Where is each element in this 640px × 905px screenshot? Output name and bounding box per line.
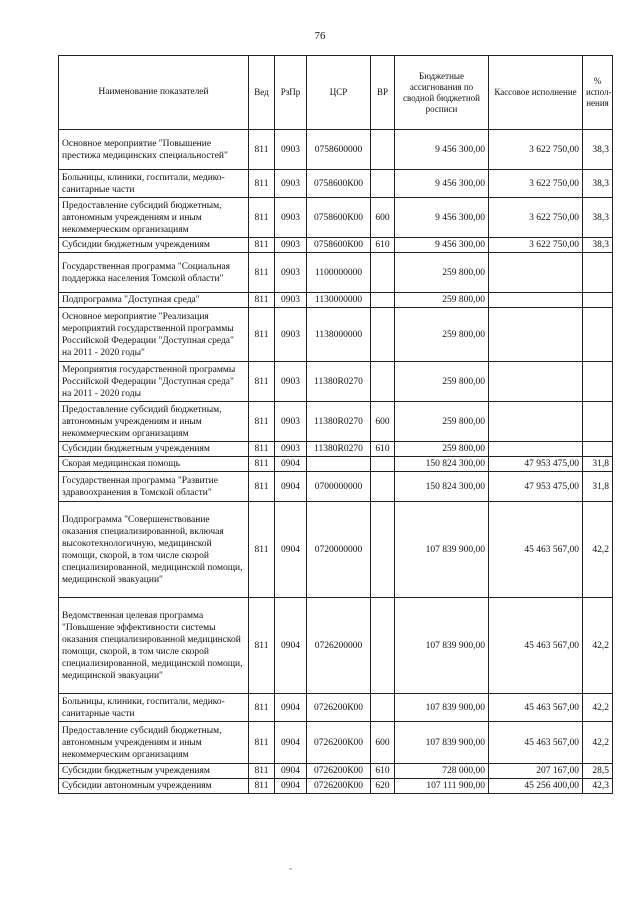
header-pct: % испол-нения xyxy=(583,56,613,130)
cell-csr: 11380R0270 xyxy=(307,442,371,457)
cell-ved: 811 xyxy=(249,457,275,472)
cell-cash xyxy=(489,308,583,362)
cell-budget: 9 456 300,00 xyxy=(395,170,489,198)
cell-pct: 42,2 xyxy=(583,694,613,722)
header-ved: Вед xyxy=(249,56,275,130)
cell-pct: 38,3 xyxy=(583,238,613,253)
cell-ved: 811 xyxy=(249,198,275,238)
cell-budget: 107 839 900,00 xyxy=(395,694,489,722)
cell-vr: 610 xyxy=(371,238,395,253)
cell-vr: 600 xyxy=(371,198,395,238)
cell-csr: 0726200К00 xyxy=(307,694,371,722)
cell-rzpr: 0903 xyxy=(275,308,307,362)
cell-cash: 45 463 567,00 xyxy=(489,502,583,598)
cell-budget: 259 800,00 xyxy=(395,253,489,293)
cell-csr: 11380R0270 xyxy=(307,402,371,442)
cell-ved: 811 xyxy=(249,308,275,362)
table-row xyxy=(59,779,613,794)
table-row xyxy=(59,694,613,722)
cell-name: Предоставление субсидий бюджетным, автономным учреждениям и иным некоммерческим организациям xyxy=(59,722,249,764)
cell-pct: 42,3 xyxy=(583,779,613,794)
cell-budget: 107 839 900,00 xyxy=(395,598,489,694)
cell-pct: 42,2 xyxy=(583,598,613,694)
cell-rzpr: 0904 xyxy=(275,722,307,764)
cell-rzpr: 0903 xyxy=(275,402,307,442)
budget-execution-table xyxy=(58,55,613,794)
cell-cash: 45 463 567,00 xyxy=(489,694,583,722)
table-row xyxy=(59,130,613,170)
cell-vr: 600 xyxy=(371,402,395,442)
cell-rzpr: 0903 xyxy=(275,253,307,293)
cell-cash: 3 622 750,00 xyxy=(489,238,583,253)
cell-vr xyxy=(371,170,395,198)
cell-rzpr: 0903 xyxy=(275,362,307,402)
table-row xyxy=(59,293,613,308)
cell-vr: 610 xyxy=(371,442,395,457)
cell-cash xyxy=(489,402,583,442)
header-csr: ЦСР xyxy=(307,56,371,130)
cell-name: Подпрограмма "Доступная среда" xyxy=(59,293,249,308)
cell-budget: 9 456 300,00 xyxy=(395,130,489,170)
cell-pct xyxy=(583,293,613,308)
table-row xyxy=(59,198,613,238)
cell-budget: 150 824 300,00 xyxy=(395,457,489,472)
table-row xyxy=(59,170,613,198)
table-row xyxy=(59,457,613,472)
cell-cash xyxy=(489,362,583,402)
cell-ved: 811 xyxy=(249,402,275,442)
cell-pct: 31,8 xyxy=(583,472,613,502)
cell-csr: 0726200К00 xyxy=(307,722,371,764)
cell-budget: 259 800,00 xyxy=(395,442,489,457)
cell-rzpr: 0903 xyxy=(275,198,307,238)
cell-ved: 811 xyxy=(249,238,275,253)
cell-rzpr: 0904 xyxy=(275,779,307,794)
cell-vr xyxy=(371,502,395,598)
cell-vr: 620 xyxy=(371,779,395,794)
cell-name: Субсидии бюджетным учреждениям xyxy=(59,442,249,457)
cell-budget: 107 839 900,00 xyxy=(395,502,489,598)
cell-csr: 0700000000 xyxy=(307,472,371,502)
cell-ved: 811 xyxy=(249,293,275,308)
cell-ved: 811 xyxy=(249,764,275,779)
cell-rzpr: 0903 xyxy=(275,238,307,253)
cell-ved: 811 xyxy=(249,253,275,293)
cell-pct: 38,3 xyxy=(583,198,613,238)
cell-name: Государственная программа "Развитие здравоохранения в Томской области" xyxy=(59,472,249,502)
cell-ved: 811 xyxy=(249,779,275,794)
cell-rzpr: 0903 xyxy=(275,442,307,457)
cell-budget: 259 800,00 xyxy=(395,293,489,308)
cell-csr: 11380R0270 xyxy=(307,362,371,402)
header-cash: Кассовое исполнение xyxy=(489,56,583,130)
cell-vr xyxy=(371,472,395,502)
cell-pct xyxy=(583,362,613,402)
cell-ved: 811 xyxy=(249,694,275,722)
cell-csr: 0726200000 xyxy=(307,598,371,694)
cell-pct: 38,3 xyxy=(583,130,613,170)
cell-name: Больницы, клиники, госпитали, медико-санитарные части xyxy=(59,694,249,722)
cell-pct: 42,2 xyxy=(583,502,613,598)
cell-rzpr: 0903 xyxy=(275,293,307,308)
cell-csr: 1138000000 xyxy=(307,308,371,362)
cell-budget: 107 111 900,00 xyxy=(395,779,489,794)
cell-csr: 0758600К00 xyxy=(307,170,371,198)
cell-rzpr: 0903 xyxy=(275,170,307,198)
table-row xyxy=(59,764,613,779)
table-row xyxy=(59,238,613,253)
cell-csr: 1100000000 xyxy=(307,253,371,293)
cell-pct: 28,5 xyxy=(583,764,613,779)
cell-name: Подпрограмма "Совершенствование оказания специализированной, включая высокотехнологичную, медицинской помощи, скорой, в том числе скорой специализированной, медицинской помощи, медицинской эвакуации" xyxy=(59,502,249,598)
cell-csr: 0726200К00 xyxy=(307,779,371,794)
cell-name: Субсидии бюджетным учреждениям xyxy=(59,238,249,253)
cell-cash: 3 622 750,00 xyxy=(489,170,583,198)
cell-csr: 0758600К00 xyxy=(307,198,371,238)
cell-rzpr: 0904 xyxy=(275,502,307,598)
cell-csr: 1130000000 xyxy=(307,293,371,308)
cell-csr: 0726200К00 xyxy=(307,764,371,779)
cell-vr xyxy=(371,308,395,362)
cell-cash xyxy=(489,253,583,293)
cell-vr xyxy=(371,598,395,694)
cell-csr xyxy=(307,457,371,472)
cell-cash: 47 953 475,00 xyxy=(489,457,583,472)
cell-ved: 811 xyxy=(249,722,275,764)
header-name: Наименование показателей xyxy=(59,56,249,130)
cell-budget: 9 456 300,00 xyxy=(395,198,489,238)
cell-name: Ведомственная целевая программа "Повышение эффективности системы оказания специализированной медицинской помощи, скорой, в том числе скорой специализированной, медицинской помощи, медицинской эвакуации" xyxy=(59,598,249,694)
cell-name: Предоставление субсидий бюджетным, автономным учреждениям и иным некоммерческим организациям xyxy=(59,402,249,442)
cell-budget: 259 800,00 xyxy=(395,402,489,442)
cell-vr xyxy=(371,130,395,170)
cell-pct xyxy=(583,253,613,293)
table-row xyxy=(59,598,613,694)
cell-cash xyxy=(489,293,583,308)
cell-name: Государственная программа "Социальная поддержка населения Томской области" xyxy=(59,253,249,293)
table-row xyxy=(59,442,613,457)
cell-name: Основное мероприятие "Повышение престижа медицинских специальностей" xyxy=(59,130,249,170)
cell-budget: 9 456 300,00 xyxy=(395,238,489,253)
header-vr: ВР xyxy=(371,56,395,130)
cell-cash: 3 622 750,00 xyxy=(489,130,583,170)
cell-rzpr: 0904 xyxy=(275,694,307,722)
cell-ved: 811 xyxy=(249,130,275,170)
cell-vr xyxy=(371,362,395,402)
header-budget: Бюджетные ассигнования по сводной бюджетной росписи xyxy=(395,56,489,130)
table-header-row xyxy=(59,56,613,130)
cell-rzpr: 0904 xyxy=(275,598,307,694)
page-number: 76 xyxy=(314,30,326,42)
cell-rzpr: 0904 xyxy=(275,472,307,502)
scan-speck xyxy=(289,868,292,870)
cell-name: Больницы, клиники, госпитали, медико-санитарные части xyxy=(59,170,249,198)
cell-cash: 45 463 567,00 xyxy=(489,722,583,764)
cell-rzpr: 0904 xyxy=(275,457,307,472)
cell-vr xyxy=(371,694,395,722)
cell-budget: 150 824 300,00 xyxy=(395,472,489,502)
cell-name: Субсидии автономным учреждениям xyxy=(59,779,249,794)
table-row xyxy=(59,362,613,402)
cell-csr: 0720000000 xyxy=(307,502,371,598)
cell-ved: 811 xyxy=(249,170,275,198)
table-row xyxy=(59,502,613,598)
cell-pct: 38,3 xyxy=(583,170,613,198)
cell-cash: 45 463 567,00 xyxy=(489,598,583,694)
cell-vr: 610 xyxy=(371,764,395,779)
cell-pct xyxy=(583,308,613,362)
cell-pct: 31,8 xyxy=(583,457,613,472)
table-row xyxy=(59,402,613,442)
header-rzpr: РзПр xyxy=(275,56,307,130)
cell-pct xyxy=(583,402,613,442)
cell-ved: 811 xyxy=(249,362,275,402)
cell-cash: 207 167,00 xyxy=(489,764,583,779)
cell-cash: 3 622 750,00 xyxy=(489,198,583,238)
table-row xyxy=(59,253,613,293)
cell-rzpr: 0903 xyxy=(275,130,307,170)
cell-rzpr: 0904 xyxy=(275,764,307,779)
cell-cash: 45 256 400,00 xyxy=(489,779,583,794)
table-row xyxy=(59,722,613,764)
cell-budget: 107 839 900,00 xyxy=(395,722,489,764)
cell-cash xyxy=(489,442,583,457)
cell-budget: 728 000,00 xyxy=(395,764,489,779)
table-row xyxy=(59,308,613,362)
cell-name: Скорая медицинская помощь xyxy=(59,457,249,472)
table-body xyxy=(59,130,613,794)
cell-ved: 811 xyxy=(249,472,275,502)
cell-cash: 47 953 475,00 xyxy=(489,472,583,502)
cell-pct: 42,2 xyxy=(583,722,613,764)
cell-budget: 259 800,00 xyxy=(395,362,489,402)
cell-ved: 811 xyxy=(249,598,275,694)
cell-budget: 259 800,00 xyxy=(395,308,489,362)
table-row xyxy=(59,472,613,502)
cell-vr xyxy=(371,293,395,308)
cell-vr: 600 xyxy=(371,722,395,764)
cell-ved: 811 xyxy=(249,442,275,457)
cell-name: Мероприятия государственной программы Российской Федерации "Доступная среда" на 2011 - 2020 годы xyxy=(59,362,249,402)
cell-csr: 0758600К00 xyxy=(307,238,371,253)
cell-name: Основное мероприятие "Реализация мероприятий государственной программы Российской Федерации "Доступная среда" на 2011 - 2020 годы" xyxy=(59,308,249,362)
cell-vr xyxy=(371,457,395,472)
cell-name: Предоставление субсидий бюджетным, автономным учреждениям и иным некоммерческим организациям xyxy=(59,198,249,238)
cell-ved: 811 xyxy=(249,502,275,598)
cell-pct xyxy=(583,442,613,457)
cell-name: Субсидии бюджетным учреждениям xyxy=(59,764,249,779)
cell-vr xyxy=(371,253,395,293)
cell-csr: 0758600000 xyxy=(307,130,371,170)
